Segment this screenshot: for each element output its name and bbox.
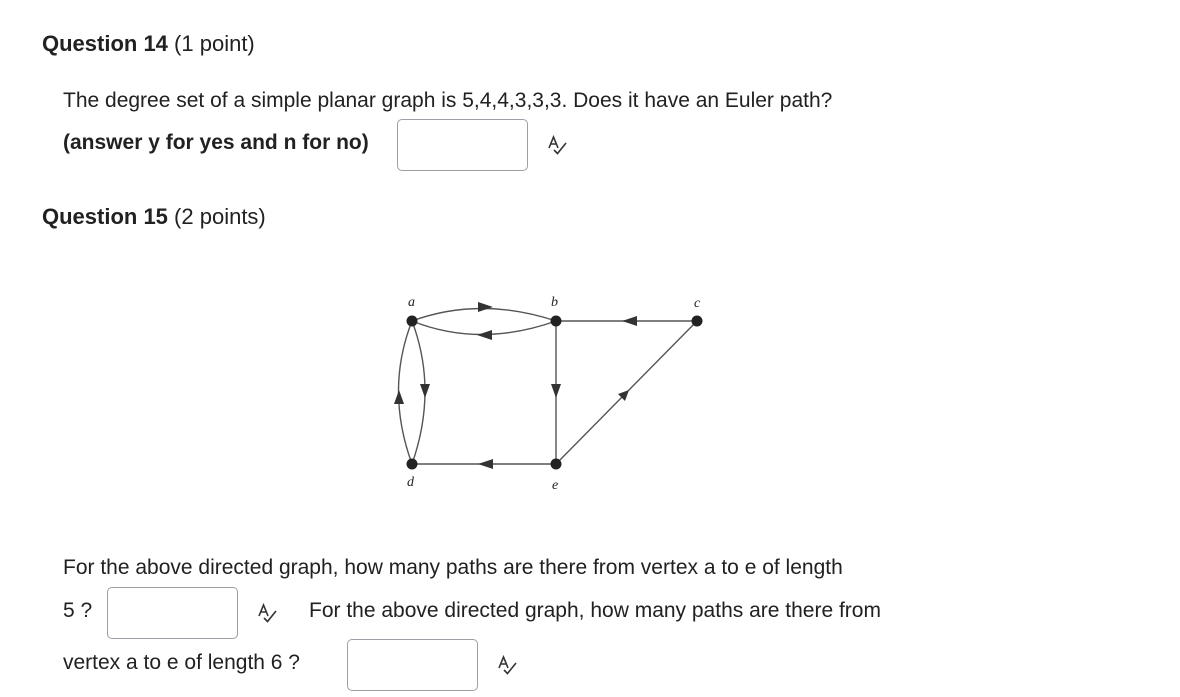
question-15-text-line3: vertex a to e of length 6 ? bbox=[63, 651, 300, 674]
edge-arrow bbox=[477, 330, 492, 340]
directed-graph-figure bbox=[380, 280, 720, 500]
question-14-answer-input[interactable] bbox=[397, 119, 528, 171]
question-14-number: Question 14 bbox=[42, 31, 168, 56]
edge-b-a-lower bbox=[412, 321, 556, 335]
question-15-header bbox=[42, 203, 266, 231]
question-15-answer-2-input[interactable] bbox=[347, 639, 478, 691]
question-15-points: (2 points) bbox=[174, 204, 266, 229]
question-14-header bbox=[42, 30, 255, 58]
vertex-label-c: c bbox=[694, 296, 701, 311]
vertex-b bbox=[551, 316, 562, 327]
vertex-c bbox=[692, 316, 703, 327]
edge-arrow bbox=[478, 459, 493, 469]
edge-arrow bbox=[394, 390, 404, 404]
vertex-e bbox=[551, 459, 562, 470]
edge-arrow bbox=[622, 316, 637, 326]
question-14-points: (1 point) bbox=[174, 31, 255, 56]
question-15-text-line2-suffix: For the above directed graph, how many paths are there from bbox=[309, 599, 881, 622]
vertex-label-b: b bbox=[551, 295, 558, 310]
spellcheck-icon[interactable] bbox=[256, 602, 278, 624]
vertex-label-d: d bbox=[407, 475, 414, 490]
question-15-text-line1: For the above directed graph, how many paths are there from vertex a to e of length bbox=[63, 556, 843, 579]
edge-a-b-upper bbox=[412, 309, 556, 322]
question-14-text: The degree set of a simple planar graph is 5,4,4,3,3,3. Does it have an Euler path? bbox=[63, 89, 833, 112]
spellcheck-icon[interactable] bbox=[546, 134, 568, 156]
edge-arrow bbox=[478, 302, 493, 312]
question-15-text-line2-prefix: 5 ? bbox=[63, 599, 93, 622]
edge-arrow bbox=[551, 384, 561, 398]
vertex-label-e: e bbox=[552, 478, 559, 493]
edge-arrow bbox=[420, 384, 430, 398]
vertex-d bbox=[407, 459, 418, 470]
question-15-answer-1-input[interactable] bbox=[107, 587, 238, 639]
question-14-instruction: (answer y for yes and n for no) bbox=[63, 131, 369, 154]
vertex-a bbox=[407, 316, 418, 327]
edge-d-a-left bbox=[399, 321, 413, 464]
vertex-label-a: a bbox=[408, 295, 415, 310]
question-15-number: Question 15 bbox=[42, 204, 168, 229]
spellcheck-icon[interactable] bbox=[496, 654, 518, 676]
